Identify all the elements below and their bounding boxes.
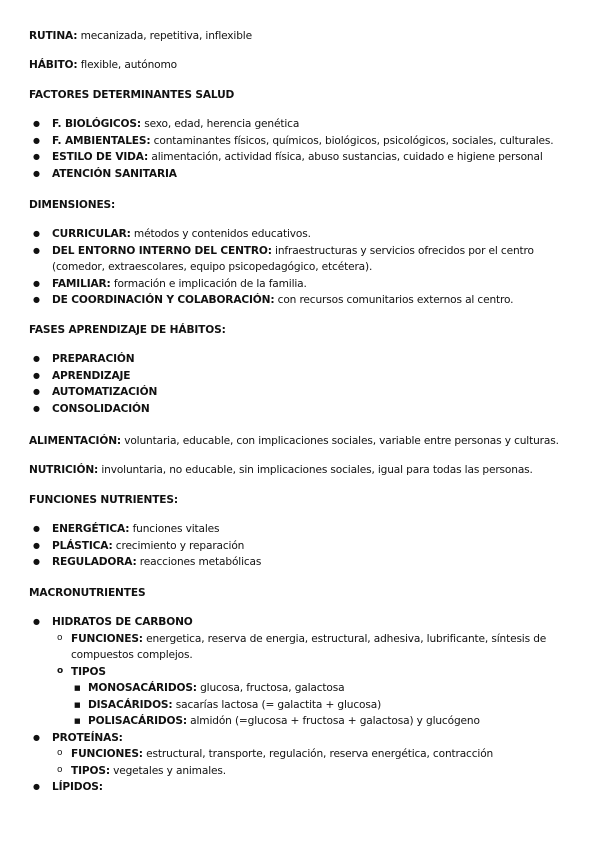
item-text: estructural, transporte, regulación, reserva energética, contracción: [142, 748, 494, 760]
item-label: DE COORDINACIÓN Y COLABORACIÓN:: [52, 294, 275, 306]
item-label: FUNCIONES:: [71, 748, 143, 760]
macronutrientes-list: [29, 614, 574, 796]
item-text: almidón (=glucosa + fructosa + galactosa) y glucógeno: [186, 715, 480, 727]
item-text: contaminantes físicos, químicos, biológicos, psicológicos, sociales, culturales.: [150, 134, 554, 147]
item-label: MONOSACÁRIDOS:: [88, 682, 197, 694]
item-label: FAMILIAR:: [52, 277, 111, 290]
list-item: ● CONSOLIDACIÓN: [29, 401, 574, 418]
list-item: [29, 226, 574, 243]
proteinas-item: ● PROTEÍNAS:: [29, 730, 574, 747]
item-label: ESTILO DE VIDA:: [52, 151, 149, 163]
item-label: FUNCIONES:: [71, 632, 143, 645]
dimensiones-heading: DIMENSIONES:: [29, 199, 116, 211]
list-item: [29, 292, 574, 309]
habito-text: flexible, autónomo: [77, 59, 177, 71]
list-item: [29, 133, 574, 150]
habito-definition: [29, 57, 574, 74]
item-text: funciones vitales: [129, 523, 220, 535]
lipidos-item: ● LÍPIDOS:: [29, 779, 574, 796]
list-item: [29, 538, 574, 555]
item-label: DEL ENTORNO INTERNO DEL CENTRO:: [52, 244, 272, 257]
rutina-label: RUTINA:: [29, 30, 78, 42]
fases-list: [29, 351, 574, 417]
item-label: REGULADORA:: [52, 556, 137, 568]
item-label: ATENCIÓN SANITARIA: [52, 167, 177, 180]
list-item: [29, 554, 574, 571]
item-label: PLÁSTICA:: [52, 539, 113, 552]
item-label: POLISACÁRIDOS:: [88, 715, 187, 727]
list-item: ● APRENDIZAJE: [29, 368, 574, 385]
rutina-text: mecanizada, repetitiva, inflexible: [77, 30, 252, 42]
rutina-definition: [29, 28, 574, 45]
item-text: energetica, reserva de energia, estructural, adhesiva, lubrificante, síntesis de compuestos complejos.: [71, 632, 547, 661]
funciones-heading: FUNCIONES NUTRIENTES:: [29, 494, 178, 506]
factores-heading: FACTORES DETERMINANTES SALUD: [29, 89, 235, 101]
hidratos-funciones: [29, 631, 574, 664]
item-label: ENERGÉTICA:: [52, 523, 130, 535]
item-text: infraestructuras y servicios ofrecidos por el centro (comedor, extraescolares, equipo psicopedagógico, etcétera).: [52, 244, 534, 273]
item-text: formación e implicación de la familia.: [110, 277, 307, 290]
list-item: ● PREPARACIÓN: [29, 351, 574, 368]
item-text: alimentación, actividad física, abuso sustancias, cuidado e higiene personal: [148, 151, 543, 163]
alimentacion-label: ALIMENTACIÓN:: [29, 435, 122, 447]
proteinas-funciones: [29, 746, 574, 763]
dimensiones-list: [29, 226, 574, 309]
item-text: glucosa, fructosa, galactosa: [196, 682, 345, 694]
nutricion-label: NUTRICIÓN:: [29, 464, 99, 476]
list-item: [29, 243, 574, 276]
hidratos-tipos: o TIPOS: [29, 664, 574, 681]
funciones-list: [29, 521, 574, 571]
item-label: DISACÁRIDOS:: [88, 698, 173, 711]
item-text: sexo, edad, herencia genética: [140, 118, 300, 130]
alimentacion-definition: [29, 433, 574, 450]
item-label: CURRICULAR:: [52, 228, 131, 240]
list-item: [29, 713, 574, 730]
list-item: [29, 116, 574, 133]
item-label: TIPOS:: [71, 764, 110, 777]
nutricion-definition: [29, 462, 574, 479]
list-item: [29, 697, 574, 714]
proteinas-tipos: [29, 763, 574, 780]
item-text: vegetales y animales.: [109, 764, 226, 777]
macronutrientes-heading: MACRONUTRIENTES: [29, 587, 146, 599]
nutricion-text: involuntaria, no educable, sin implicaciones sociales, igual para todas las personas.: [98, 464, 533, 476]
factores-list: [29, 116, 574, 182]
item-text: sacarías lactosa (= galactita + glucosa): [172, 698, 382, 711]
item-label: F. BIOLÓGICOS:: [52, 118, 141, 130]
item-text: con recursos comunitarios externos al centro.: [274, 294, 514, 306]
item-label: F. AMBIENTALES:: [52, 134, 151, 147]
list-item: [29, 166, 574, 183]
list-item: [29, 680, 574, 697]
alimentacion-text: voluntaria, educable, con implicaciones sociales, variable entre personas y culturas.: [121, 435, 559, 447]
list-item: [29, 276, 574, 293]
item-text: reacciones metabólicas: [136, 556, 262, 568]
list-item: [29, 521, 574, 538]
hidratos-item: ● HIDRATOS DE CARBONO: [29, 614, 574, 631]
list-item: [29, 149, 574, 166]
habito-label: HÁBITO:: [29, 59, 78, 71]
fases-heading: FASES APRENDIZAJE DE HÁBITOS:: [29, 324, 226, 336]
list-item: ● AUTOMATIZACIÓN: [29, 384, 574, 401]
item-text: métodos y contenidos educativos.: [130, 228, 311, 240]
item-text: crecimiento y reparación: [112, 539, 245, 552]
